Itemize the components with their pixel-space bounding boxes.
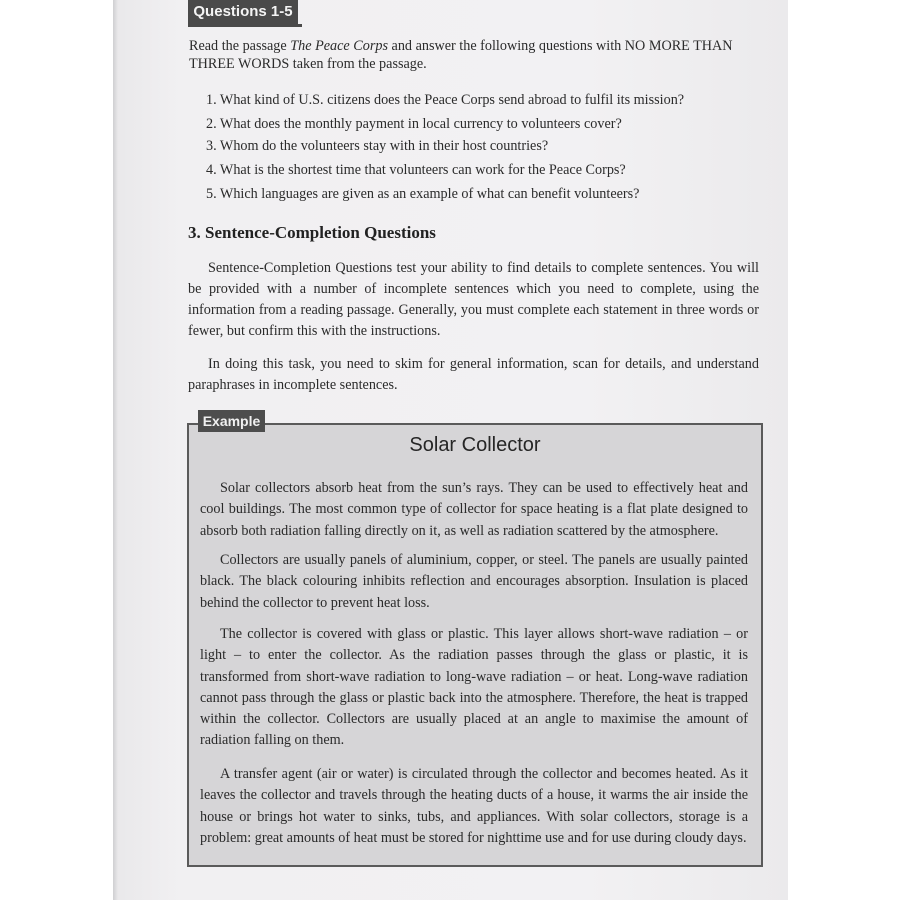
section-paragraph: Sentence-Completion Questions test your ability to find details to complete sentences. You will be provided with a number of incomplete sentences which you need to complete, using the information from a reading passage. Generally, you must complete each statement in three words or fewer, but confirm this with the instructions. (188, 260, 759, 339)
section-heading: 3. Sentence-Completion Questions (188, 223, 436, 242)
example-paragraph: A transfer agent (air or water) is circulated through the collector and becomes heated. As it leaves the collector and travels through the heating ducts of a house, it warms the air inside the house or brings hot water to sinks, tubs, and appliances. With solar collectors, storage is a problem: great amounts of heat must be stored for nighttime use and for use during cloudy days. (200, 766, 748, 846)
example-paragraph: The collector is covered with glass or plastic. This layer allows short-wave radiation – or light – to enter the collector. As the radiation passes through the glass or plastic, it is transformed from short-wave radiation to long-wave radiation – or heat. Long-wave radiation cannot pass through the glass or plastic back into the atmosphere. Therefore, the heat is trapped within the collector. Collectors are usually placed at an angle to maximise the amount of radiation falling on them. (200, 626, 748, 749)
question-item: 1. What kind of U.S. citizens does the Peace Corps send abroad to fulfil its mission? (206, 92, 685, 108)
questions-tab-rule (188, 24, 302, 27)
instructions-prefix: Read the passage (189, 38, 291, 54)
questions-tab: Questions 1-5 (188, 0, 298, 24)
example-tab: Example (198, 410, 265, 432)
questions-instructions (189, 37, 759, 73)
question-item: 2. What does the monthly payment in local currency to volunteers cover? (206, 116, 622, 132)
question-item: 3. Whom do the volunteers stay with in their host countries? (206, 138, 549, 154)
passage-title: The Peace Corps (290, 38, 388, 54)
example-title: Solar Collector (409, 434, 541, 456)
question-item: 4. What is the shortest time that volunteers can work for the Peace Corps? (206, 162, 626, 178)
question-item: 5. Which languages are given as an example of what can benefit volunteers? (206, 186, 640, 202)
example-paragraph: Collectors are usually panels of aluminium, copper, or steel. The panels are usually painted black. The black colouring inhibits reflection and encourages absorption. Insulation is placed behind the collector to prevent heat loss. (200, 552, 748, 611)
page-gutter-shadow (113, 0, 118, 900)
instructions-suffix: and answer the following questions with NO MORE THAN THREE WORDS taken from the passage. (189, 38, 733, 72)
example-paragraph: Solar collectors absorb heat from the sun’s rays. They can be used to effectively heat and cool buildings. The most common type of collector for space heating is a flat plate designed to absorb both radiation falling directly on it, as well as radiation scattered by the atmosphere. (200, 480, 748, 539)
section-paragraph: In doing this task, you need to skim for general information, scan for details, and understand paraphrases in incomplete sentences. (188, 356, 759, 393)
